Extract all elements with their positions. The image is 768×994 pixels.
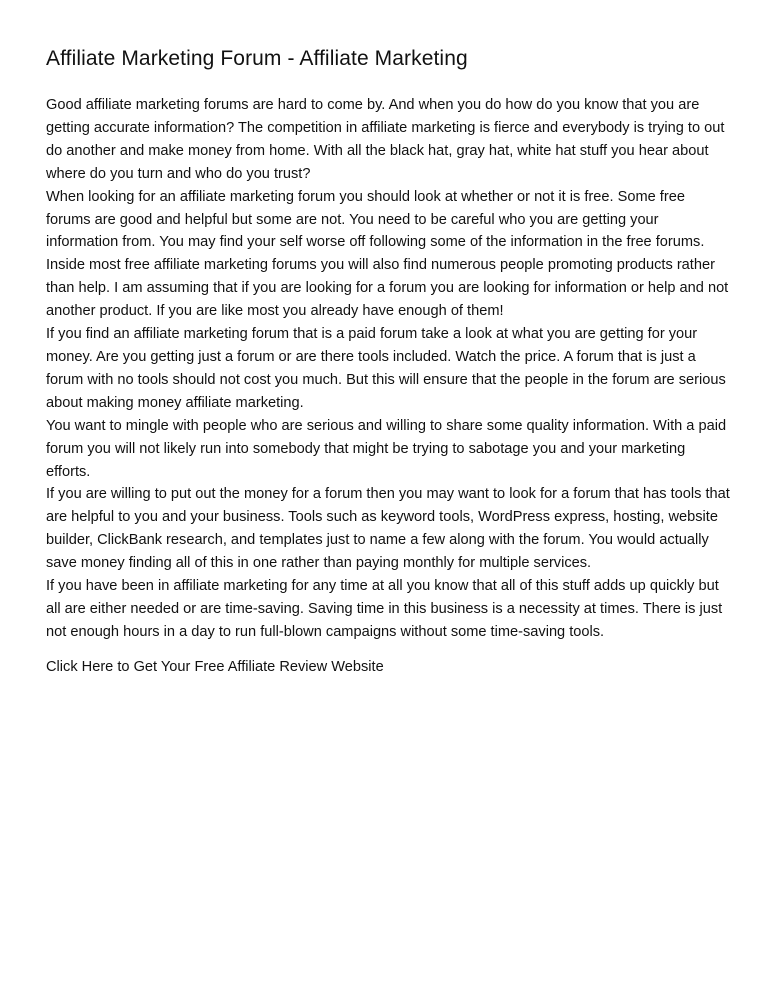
paragraph-5: You want to mingle with people who are serious and willing to share some quality information. With a paid forum you will not likely run into somebody that might be trying to sabotage you and your marketing efforts. (46, 417, 727, 480)
paragraph-6: If you are willing to put out the money for a forum then you may want to look for a forum that has tools that are helpful to you and your business. Tools such as keyword tools, WordPress express, hosting, website builder, ClickBank research, and templates just to name a few along with the forum. You would actually save money finding all of this in one rather than paying monthly for multiple services. (46, 486, 730, 572)
document-body (46, 94, 730, 644)
paragraph-2: When looking for an affiliate marketing forum you should look at whether or not it is free. Some free forums are good and helpful but some are not. You need to be careful who you are getting your information from. You may find your self worse off following some of the information in the free forums. (46, 188, 705, 251)
paragraph-4: If you find an affiliate marketing forum that is a paid forum take a look at what you are getting for your money. Are you getting just a forum or are there tools included. Watch the price. A forum that is just a forum with no tools should not cost you much. But this will ensure that the people in the forum are serious about making money affiliate marketing. (46, 326, 726, 411)
free-affiliate-website-link[interactable]: Click Here to Get Your Free Affiliate Review Website (46, 658, 384, 675)
paragraph-3: Inside most free affiliate marketing forums you will also find numerous people promoting products rather than help. I am assuming that if you are looking for a forum you are looking for information or help and not another product. If you are like most you already have enough of them! (46, 257, 729, 320)
paragraph-7: If you have been in affiliate marketing for any time at all you know that all of this stuff adds up quickly but all are either needed or are time-saving. Saving time in this business is a necessity at times. There is just not enough hours in a day to run full-blown campaigns without some time-saving tools. (46, 578, 723, 640)
document-page (46, 44, 730, 679)
paragraph-1: Good affiliate marketing forums are hard to come by. And when you do how do you know that you are getting accurate information? The competition in affiliate marketing is fierce and everybody is trying to out do another and make money from home. With all the black hat, gray hat, white hat stuff you hear about where do you turn and who do you trust? (46, 97, 725, 182)
document-title: Affiliate Marketing Forum - Affiliate Marketing (46, 47, 468, 70)
